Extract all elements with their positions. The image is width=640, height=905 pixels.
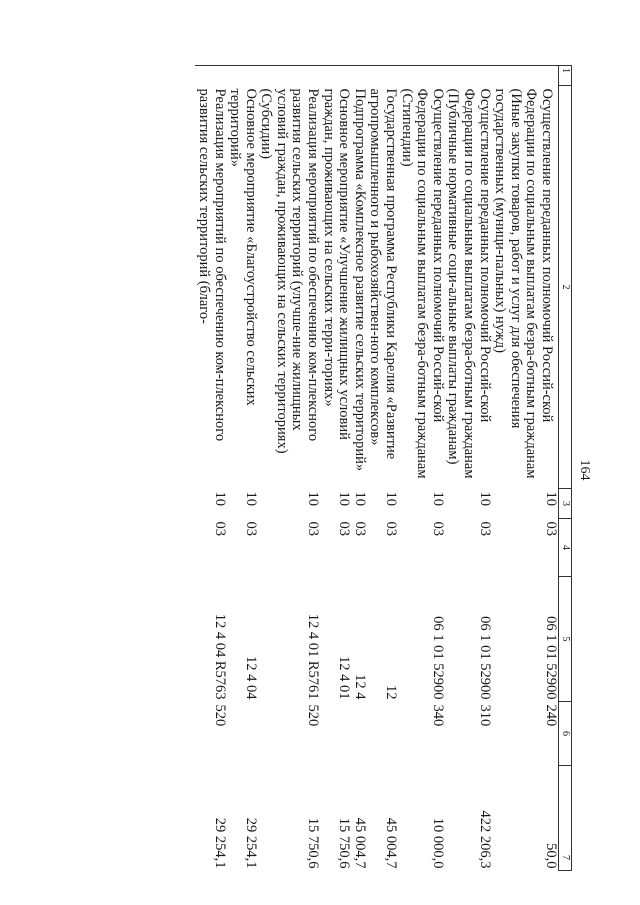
- item-name-cell: Основное мероприятие «Благоустройство сельских территорий»: [227, 88, 259, 406]
- column-header-2: 2: [559, 86, 572, 489]
- amount-cell: 29 254,1: [242, 817, 259, 869]
- rotated-page-content: [82, 65, 572, 870]
- expense-type-cell: [351, 702, 367, 766]
- subsection-code-cell: 03: [476, 521, 493, 536]
- column-header-6: 6: [559, 702, 572, 766]
- item-name-cell: Осуществление переданных полномочий Россий-ской Федерации по социальным выплатам безра-ботным гражданам (Публичные нормативные соци-альные выплаты гражданам): [445, 88, 493, 479]
- table-body: [195, 66, 558, 871]
- column-header-3: 3: [559, 489, 572, 519]
- expense-type-cell: 520: [211, 704, 228, 727]
- column-header-1: 1: [559, 66, 572, 86]
- target-article-cell: 12 4 01 R5761: [305, 613, 322, 700]
- amount-cell: 29 254,1: [211, 817, 228, 869]
- section-code-cell: 10: [242, 491, 259, 506]
- amount-cell: 50,0: [543, 843, 559, 869]
- section-code-cell: 10: [429, 491, 446, 506]
- item-name-cell: Государственная программа Республики Карелия «Развитие агропромышленного и рыбохозяйствен-ного комплексов»: [367, 88, 400, 460]
- table-row: [351, 66, 367, 871]
- target-article-cell: 06 1 01 52900: [543, 616, 559, 700]
- table-header: [559, 66, 572, 871]
- column-header-7: 7: [559, 766, 572, 871]
- row-number-cell: [492, 66, 559, 86]
- table-row: [227, 66, 258, 871]
- item-name-cell: Подпрограмма «Комплексное развитие сельских территорий»: [351, 88, 368, 472]
- section-code-cell: 10: [543, 491, 559, 506]
- target-article-cell: 12 4 04 R5763: [211, 613, 228, 700]
- expense-type-cell: [320, 702, 351, 766]
- row-number-cell: [195, 66, 226, 86]
- expense-type-cell: 520: [305, 704, 322, 727]
- section-code-cell: 10: [383, 491, 400, 506]
- table-row: [445, 66, 492, 871]
- expense-type-cell: 340: [429, 704, 446, 727]
- target-article-cell: 06 1 01 52900: [429, 616, 446, 700]
- subsection-code-cell: 03: [305, 521, 322, 536]
- header-row: [559, 66, 572, 871]
- page-number: 164: [577, 459, 592, 481]
- budget-table: [195, 65, 572, 871]
- row-number-cell: [445, 66, 492, 86]
- row-number-cell: [398, 66, 445, 86]
- expense-type-cell: 240: [543, 704, 559, 727]
- amount-cell: 15 750,6: [336, 817, 353, 869]
- table-row: [398, 66, 445, 871]
- table-row: [320, 66, 351, 871]
- amount-cell: 45 004,7: [383, 817, 400, 869]
- subsection-code-cell: 03: [242, 521, 259, 536]
- subsection-code-cell: 03: [383, 521, 400, 536]
- row-number-cell: [258, 66, 320, 86]
- subsection-code-cell: 03: [351, 521, 368, 536]
- section-code-cell: 10: [476, 491, 493, 506]
- amount-cell: 10 000,0: [429, 817, 446, 869]
- item-name-cell: Реализация мероприятий по обеспечению ком-плексного развития сельских территорий (благо-: [195, 88, 228, 442]
- row-number-cell: [320, 66, 351, 86]
- subsection-code-cell: 03: [429, 521, 446, 536]
- table-row: [367, 66, 398, 871]
- column-header-5: 5: [559, 577, 572, 702]
- subsection-code-cell: 03: [336, 521, 353, 536]
- amount-cell: 15 750,6: [305, 817, 322, 869]
- item-name-cell: Осуществление переданных полномочий Россий-ской Федерации по социальным выплатам безра-ботным гражданам (Иные закупки товаров, работ и услуг для обеспечения государственных (муници-пальных) нужд): [492, 88, 555, 479]
- section-code-cell: 10: [351, 491, 368, 506]
- expense-type-cell: [227, 702, 258, 766]
- row-number-cell: [351, 66, 367, 86]
- expense-type-cell: 310: [476, 704, 493, 727]
- section-code-cell: 10: [336, 491, 353, 506]
- item-name-cell: Осуществление переданных полномочий Россий-ской Федерации по социальным выплатам безра-ботным гражданам (Стипендии): [398, 88, 446, 479]
- section-code-cell: 10: [211, 491, 228, 506]
- item-name-cell: Реализация мероприятий по обеспечению ком-плексного развития сельских территорий (улучше-ние жилищных условий граждан, проживающих на сельских территориях) (Субсидии): [258, 88, 322, 454]
- row-number-cell: [227, 66, 258, 86]
- table-row: [492, 66, 559, 871]
- subsection-code-cell: 03: [211, 521, 228, 536]
- target-article-cell: 12 4 04: [242, 656, 259, 700]
- target-article-cell: 12: [383, 685, 400, 700]
- expense-type-cell: [367, 702, 398, 766]
- target-article-cell: 12 4: [351, 674, 368, 700]
- table-row: [195, 66, 226, 871]
- amount-cell: 422 206,3: [476, 810, 493, 869]
- table-row: [258, 66, 320, 871]
- column-header-4: 4: [559, 519, 572, 577]
- item-name-cell: Основное мероприятие «Улучшение жилищных условий граждан, проживающих на сельских терри-ториях»: [320, 88, 353, 440]
- subsection-code-cell: 03: [543, 521, 559, 536]
- row-number-cell: [367, 66, 398, 86]
- section-code-cell: 10: [305, 491, 322, 506]
- target-article-cell: 06 1 01 52900: [476, 616, 493, 700]
- amount-cell: 45 004,7: [351, 817, 368, 869]
- target-article-cell: 12 4 01: [336, 656, 353, 700]
